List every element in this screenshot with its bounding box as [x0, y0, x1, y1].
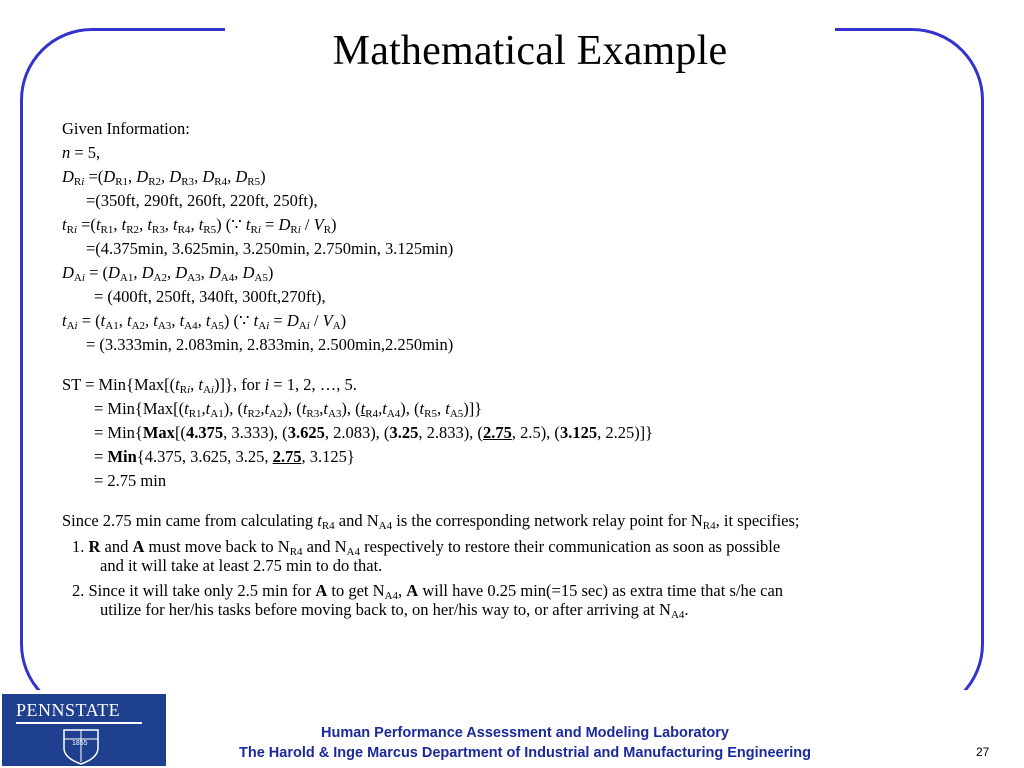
footer-lab-name: Human Performance Assessment and Modeling Laboratory: [321, 725, 729, 741]
tr-values: =(4.375min, 3.625min, 3.250min, 2.750min, 3.125min): [86, 239, 454, 258]
page-number: 27: [976, 745, 990, 759]
st-result: = 2.75 min: [94, 471, 167, 490]
list-item-1: 1. R and A must move back to $N_{R4}$ and $N_{A4}$ respectively to restore their communication as soon as possible: [72, 537, 781, 558]
st-values: = Min{Max[(4.375, 3.333), (3.625, 2.083), (3.25, 2.833), (2.75, 2.5), (3.125, 2.25)]}: [94, 423, 654, 442]
st-min: = Min{4.375, 3.625, 3.25, 2.75, 3.125}: [94, 447, 355, 466]
logo-year: 1855: [72, 740, 88, 747]
dr-values: =(350ft, 290ft, 260ft, 220ft, 250ft),: [86, 191, 318, 210]
given-info-heading: Given Information:: [62, 119, 190, 138]
ta-values: = (3.333min, 2.083min, 2.833min, 2.500min,2.250min): [86, 335, 454, 354]
spacer: [62, 357, 982, 373]
n-definition: n = 5,: [62, 143, 101, 162]
pennstate-logo: [2, 694, 166, 766]
list-item-2-cont: utilize for her/his tasks before moving back to, on her/his way to, or after arriving at $N_{A4}$.: [100, 600, 689, 621]
shield-icon: [2, 694, 166, 766]
slide-title: Mathematical Example: [332, 28, 728, 74]
st-formula: ST = $Min\{Max[(t_{Ri}$, $t_{Ai}$)]}, for i = 1, 2, …, 5.: [62, 375, 357, 396]
da-values: = (400ft, 250ft, 340ft, 300ft,270ft),: [94, 287, 326, 306]
ta-definition: $t_{Ai} = (t_{A1}$, $t_{A2}$, $t_{A3}$, $t_{A4}$, $t_{A5}$) (∵ $t_{Ai} = D_{Ai} / V_A$): [62, 311, 347, 332]
since-statement: Since 2.75 min came from calculating $t_{R4}$ and $N_{A4}$ is the corresponding network relay point for $N_{R4}$, it specifies;: [62, 511, 800, 532]
list-item-2: 2. Since it will take only 2.5 min for A to get $N_{A4}$, A will have 0.25 min(=15 sec) as extra time that s/he can: [72, 581, 784, 602]
dr-definition: $D_{Ri} =(D_{R1}$, $D_{R2}$, $D_{R3}$, $D_{R4}$, $D_{R5}$): [62, 167, 266, 188]
footer-department: The Harold & Inge Marcus Department of Industrial and Manufacturing Engineering: [239, 745, 811, 761]
footer-text: [182, 723, 868, 763]
list-item-1-cont: and it will take at least 2.75 min to do that.: [100, 556, 383, 575]
da-definition: $D_{Ai} = (D_{A1}$, $D_{A2}$, $D_{A3}$, $D_{A4}$, $D_{A5}$): [62, 263, 274, 284]
slide-body: [62, 117, 982, 619]
tr-definition: $t_{Ri} =(t_{R1}$, $t_{R2}$, $t_{R3}$, $t_{R4}$, $t_{R5}$) (∵ $t_{Ri} = D_{Ri} / V_R$): [62, 215, 337, 236]
spacer: [62, 493, 982, 509]
st-expansion: = $Min\{Max[(t_{R1},t_{A1})$, $(t_{R2},t_{A2})$, $(t_{R3},t_{A3})$, $(t_{R4},t_{A4})$, ($t_{R5}$, $t_{A5}$)]}: [94, 399, 483, 420]
logo-wordmark: PENNSTATE: [16, 700, 121, 720]
